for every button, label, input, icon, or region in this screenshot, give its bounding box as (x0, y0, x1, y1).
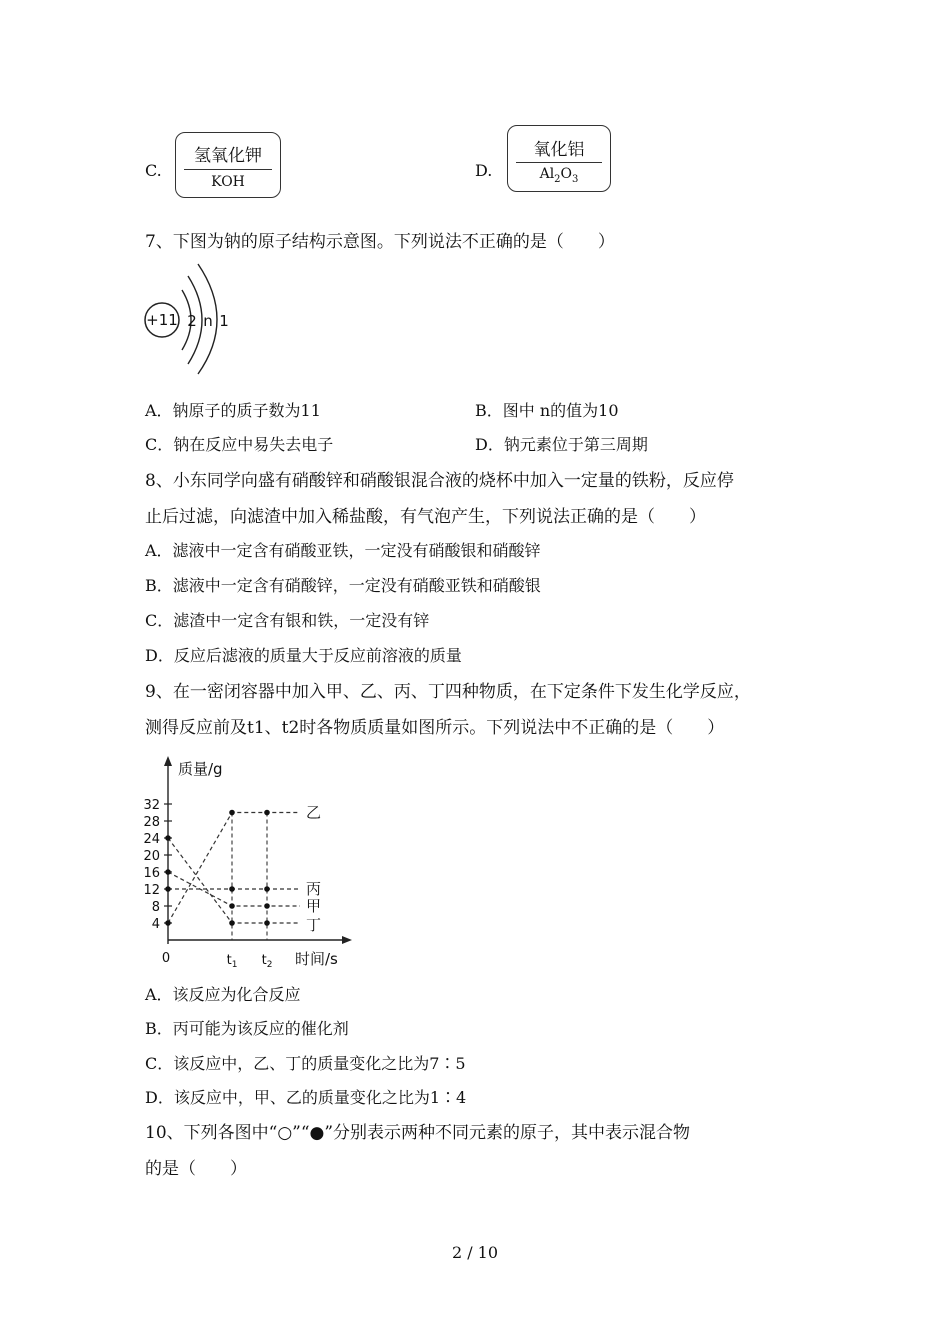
series-0-point-2 (264, 810, 270, 816)
q7-option-c: C．钠在反应中易失去电子 (145, 435, 334, 454)
q9-question-line-2: 测得反应前及t1、t2时各物质质量如图所示。下列说法中不正确的是（ ） (145, 718, 725, 738)
chart-axes (164, 756, 352, 944)
y-tick-label-24: 24 (143, 832, 160, 847)
koh-name: 氢氧化钾 (194, 146, 262, 166)
q8-option-d: D．反应后滤液的质量大于反应前溶液的质量 (145, 646, 462, 665)
q8-question-line-1: 8、小东同学向盛有硝酸锌和硝酸银混合液的烧杯中加入一定量的铁粉，反应停 (145, 471, 734, 491)
al2o3-divider (516, 162, 602, 163)
q7-option-a: A．钠原子的质子数为11 (145, 401, 321, 420)
series-1-point-2 (264, 886, 270, 892)
series-2-point-0 (165, 869, 171, 875)
y-tick-label-16: 16 (143, 866, 160, 881)
x-axis-arrow (342, 936, 352, 944)
series-label-1: 丙 (306, 880, 322, 898)
q9-option-b: B．丙可能为该反应的催化剂 (145, 1019, 349, 1038)
y-tick-label-12: 12 (143, 883, 160, 898)
nucleus-charge: +11 (146, 311, 178, 329)
q10-question-line-1: 10、下列各图中“○”“●”分别表示两种不同元素的原子，其中表示混合物 (145, 1123, 691, 1143)
al2o3-formula-o: O (560, 166, 573, 182)
series-labels (306, 804, 321, 935)
y-axis-label: 质量/g (178, 760, 223, 778)
q8-option-b: B．滤液中一定含有硝酸锌，一定没有硝酸亚铁和硝酸银 (145, 576, 541, 595)
page-number: 2 / 10 (451, 1243, 499, 1262)
q8-option-a: A．滤液中一定含有硝酸亚铁，一定没有硝酸银和硝酸锌 (145, 541, 541, 560)
sodium-atom-diagram (140, 258, 250, 378)
q8-question-line-2: 止后过滤，向滤渣中加入稀盐酸，有气泡产生，下列说法正确的是（ ） (145, 507, 706, 527)
series-label-0: 乙 (306, 803, 322, 822)
al2o3-formula-al: Al (539, 166, 555, 182)
q9-question-line-1: 9、在一密闭容器中加入甲、乙、丙、丁四种物质，在下定条件下发生化学反应， (145, 682, 751, 702)
x-tick-t1-main: t (226, 953, 232, 968)
al2o3-formula (508, 166, 610, 185)
koh-formula: KOH (211, 174, 245, 190)
x-tick-t2 (262, 953, 273, 970)
shell-2-count: n (203, 312, 213, 330)
origin-label: 0 (161, 951, 171, 966)
q9-option-d: D．该反应中，甲、乙的质量变化之比为1∶4 (145, 1088, 467, 1107)
series-0-point-1 (229, 810, 235, 816)
y-axis-arrow (164, 756, 172, 766)
y-tick-label-4: 4 (151, 917, 160, 932)
shell-3-count: 1 (219, 312, 229, 330)
x-tick-t1-sub: 1 (231, 960, 238, 970)
q7-question: 7、下图为钠的原子结构示意图。下列说法不正确的是（ ） (145, 232, 615, 252)
mass-time-chart (140, 752, 370, 974)
x-tick-t2-sub: 2 (266, 960, 273, 970)
series-3-point-1 (229, 920, 235, 926)
shell-1-count: 2 (187, 312, 197, 330)
y-tick-label-20: 20 (143, 849, 160, 864)
x-tick-t1 (227, 953, 238, 970)
q9-option-c: C．该反应中，乙、丁的质量变化之比为7∶5 (145, 1054, 466, 1073)
koh-label-card (175, 132, 281, 198)
q9-option-a: A．该反应为化合反应 (145, 985, 301, 1004)
q8-option-c: C．滤渣中一定含有银和铁，一定没有锌 (145, 611, 430, 630)
series-1-point-1 (229, 886, 235, 892)
al2o3-label-card (507, 125, 611, 192)
series-3-point-0 (165, 835, 171, 841)
series-label-2: 甲 (306, 897, 322, 915)
q6-option-d-letter: D. (475, 161, 493, 180)
al2o3-formula-sub-3: 3 (572, 173, 579, 185)
series-points (165, 810, 270, 926)
q7-option-b: B．图中 n的值为10 (475, 401, 619, 420)
x-axis-label: 时间/s (295, 950, 338, 968)
series-2-point-2 (264, 903, 270, 909)
y-tick-label-28: 28 (143, 815, 160, 830)
al2o3-formula-sub-2: 2 (554, 173, 561, 185)
series-line-3 (168, 838, 300, 923)
series-1-point-0 (165, 886, 171, 892)
x-tick-t2-main: t (261, 953, 267, 968)
series-label-3: 丁 (306, 916, 322, 934)
koh-divider (184, 169, 272, 170)
series-2-point-1 (229, 903, 235, 909)
y-tick-label-8: 8 (151, 900, 160, 915)
q7-option-d: D．钠元素位于第三周期 (475, 435, 648, 454)
series-3-point-2 (264, 920, 270, 926)
al2o3-name: 氧化铝 (533, 140, 585, 160)
y-tick-label-32: 32 (143, 798, 160, 813)
series-0-point-0 (165, 920, 171, 926)
series-lines (168, 813, 300, 941)
q6-option-c-letter: C. (145, 161, 162, 180)
q10-question-line-2: 的是（ ） (145, 1159, 247, 1179)
